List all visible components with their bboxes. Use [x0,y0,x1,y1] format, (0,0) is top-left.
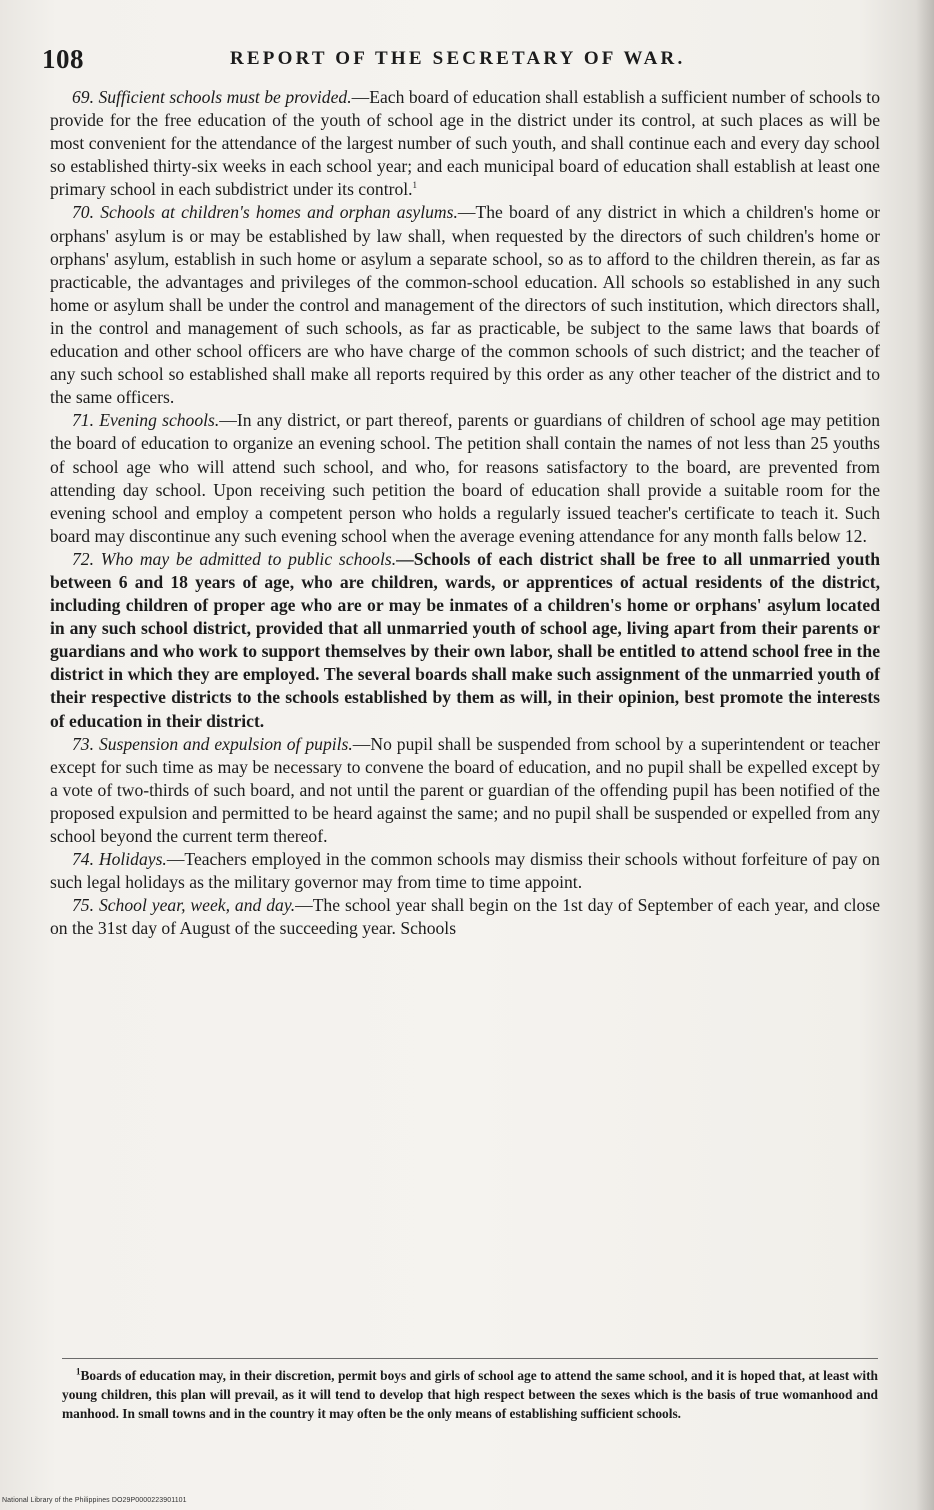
section-number: 72. [72,548,94,569]
section-72 [50,548,880,733]
section-number: 75. [72,895,94,916]
scan-credit: National Library of the Philippines DO29P0000223901101 [2,1497,187,1504]
footnote-text: Boards of education may, in their discretion, permit boys and girls of school age to attend the same school, and it is hoped that, at least with young children, this plan will prevail, as it will tend to develop that high respect between the sexes which is the basis of true womanhood and manhood. In small towns and in the country it may often be the only means of establishing sufficient schools. [62,1368,878,1421]
footnote-ref: 1 [412,180,418,191]
section-number: 71. [72,410,94,431]
page-edge-shadow [916,0,934,1510]
section-title: Suspension and expulsion of pupils. [98,733,353,754]
section-heading [72,734,353,754]
section-heading [72,202,458,222]
footnote-marker: 1 [76,1366,81,1377]
section-title: Sufficient schools must be provided. [98,87,352,107]
section-title: School year, week, and day. [98,895,296,916]
section-75 [50,894,880,940]
section-title: Holidays. [98,849,167,870]
section-title: Evening schools. [99,410,220,431]
section-70 [50,201,880,409]
section-73 [50,733,880,848]
section-heading [72,895,295,915]
section-title: Schools at children's homes and orphan asylums. [100,202,458,223]
section-number: 69. [72,87,94,107]
section-71 [50,409,880,548]
section-heading [72,410,219,430]
footnote-divider [62,1358,878,1359]
section-heading [72,549,396,569]
body-text [50,86,880,940]
section-number: 73. [72,733,94,754]
section-text: —The board of any district in which a children's home or orphans' asylum is or may be established by law shall, when requested by the directors of such children's home or orphans' asylum, establish in such home or asylum a separate school, so as to afford to the children therein, as far as practicable, the advantages and privileges of the common-school education. All schools so established in any such home or asylum shall be under the control and management of the directors of such institution, which directors shall, in the control and management of such schools, as far as practicable, be subject to the same laws that boards of education and other school officers are who have charge of the common schools of such district; and the teacher of any such school so established shall make all reports required by this order as any other teacher of the district and to the same officers. [50,202,880,408]
section-number: 70. [72,202,94,223]
section-heading [72,87,352,107]
section-69 [50,86,880,201]
section-text: —No pupil shall be suspended from school by a superintendent or teacher except for such time as may be necessary to convene the board of education, and no pupil shall be expelled except by a vote of two-thirds of such board, and not until the parent or guardian of the offending pupil has been notified of the proposed expulsion and permitted to be heard against the same; and no pupil shall be suspended or expelled from any school beyond the current term thereof. [50,733,880,846]
footnote [62,1366,878,1423]
section-74 [50,848,880,894]
page-header [42,44,882,84]
section-text: —The school year shall begin on the 1st day of September of each year, and close on the 31st day of August of the succeeding year. Schools [50,895,881,939]
section-text: —Schools of each district shall be free to all unmarried youth between 6 and 18 years of age, who are children, wards, or apprentices of actual residents of the district, including children of proper age who are or may be inmates of a children's home or orphans' asylum located in any such school district, provided that all unmarried youth of school age, living apart from their parents or guardians and who work to support themselves by their own labor, shall be entitled to attend school free in the district in which they are employed. The several boards shall make such assignment of the unmarried youth of their respective districts to the schools established by them as will, in their opinion, best promote the interests of education in their district. [50,548,880,731]
section-heading [72,849,167,869]
section-title: Who may be admitted to public schools. [100,548,397,569]
section-number: 74. [72,849,94,870]
section-text: —Teachers employed in the common schools may dismiss their schools without forfeiture of pay on such legal holidays as the military governor may from time to time appoint. [50,849,880,893]
running-head: REPORT OF THE SECRETARY OF WAR. [230,48,686,69]
page-number: 108 [42,44,84,74]
section-text: —In any district, or part thereof, parents or guardians of children of school age may petition the board of education to organize an evening school. The petition shall contain the names of not less than 25 youths of school age who will attend such school, and who, for reasons satisfactory to the board, are prevented from attending day school. Upon receiving such petition the board of education shall provide a suitable room for the evening school and employ a competent person who holds a regularly issued teacher's certificate to teach it. Such board may discontinue any such evening school when the average evening attendance for any month falls below 12. [50,410,881,546]
section-text: —Each board of education shall establish a sufficient number of schools to provide for the free education of the youth of school age in the district under its control, at such places as will be most convenient for the attendance of the largest number of such youth, and shall continue each and every day school so established thirty-six weeks in each school year; and each municipal board of education shall establish at least one primary school in each subdistrict under its control. [50,87,880,200]
